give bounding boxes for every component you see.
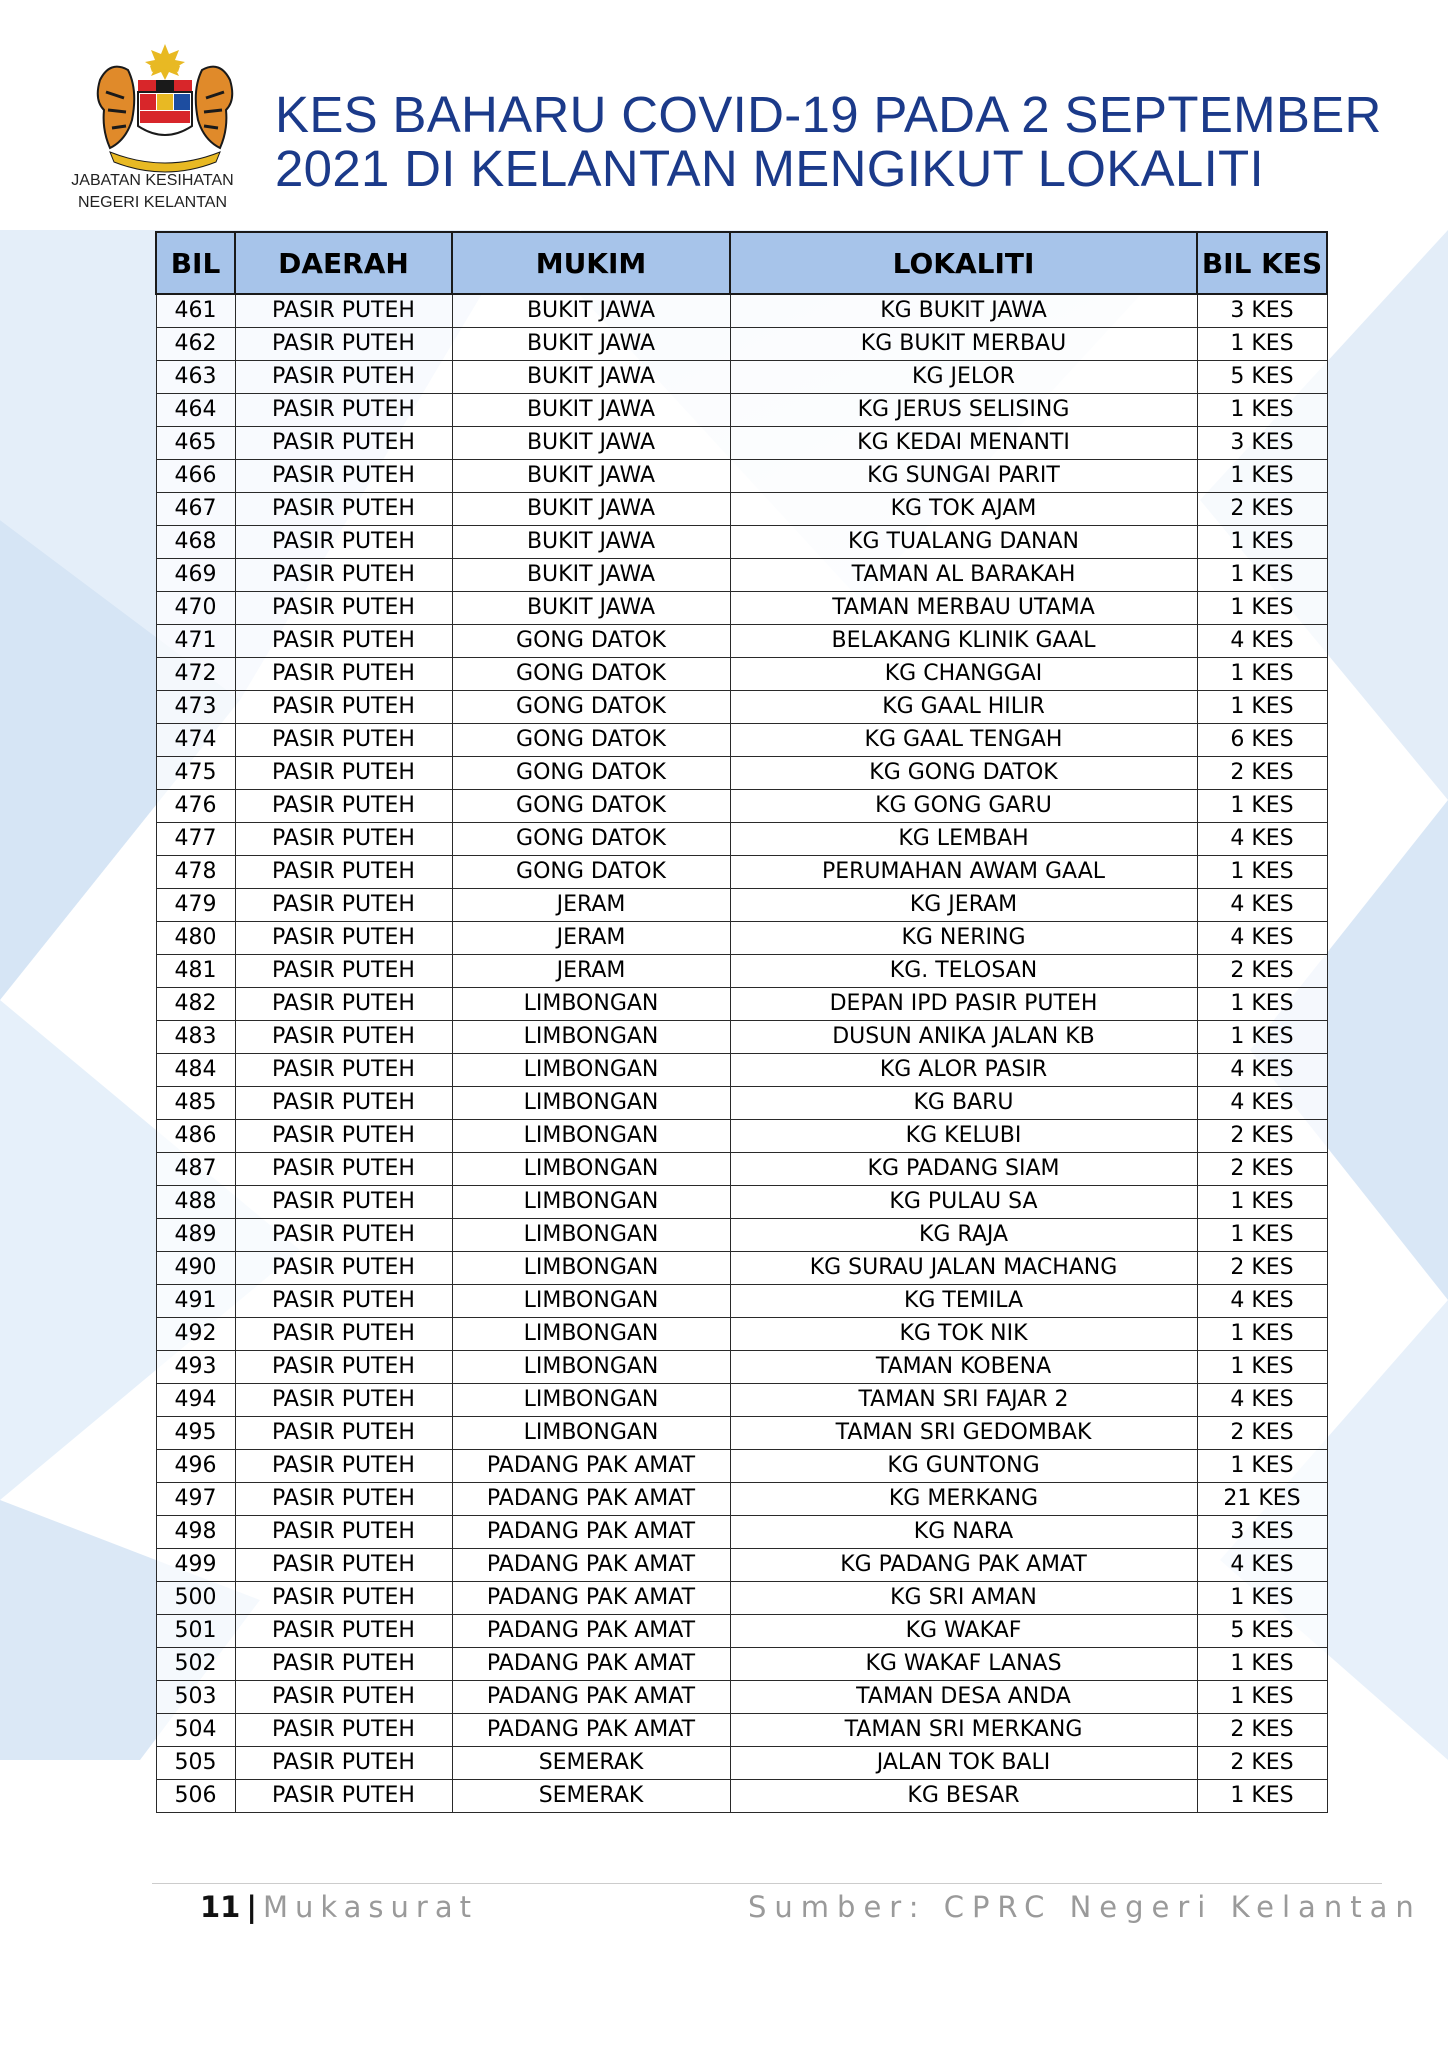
cell-lokaliti: KG TOK AJAM — [730, 493, 1197, 526]
cell-lokaliti: KG ALOR PASIR — [730, 1054, 1197, 1087]
cell-bil: 491 — [156, 1285, 235, 1318]
cell-bil-kes: 4 KES — [1197, 1054, 1327, 1087]
table-row — [156, 724, 1327, 757]
cell-mukim: BUKIT JAWA — [452, 294, 730, 328]
cell-bil-kes: 1 KES — [1197, 328, 1327, 361]
cell-daerah: PASIR PUTEH — [235, 1681, 452, 1714]
cell-bil: 482 — [156, 988, 235, 1021]
cell-bil: 461 — [156, 294, 235, 328]
cell-mukim: LIMBONGAN — [452, 1384, 730, 1417]
cell-daerah: PASIR PUTEH — [235, 1648, 452, 1681]
cell-mukim: LIMBONGAN — [452, 988, 730, 1021]
table-row — [156, 1648, 1327, 1681]
table-row — [156, 1219, 1327, 1252]
cell-bil-kes: 1 KES — [1197, 1780, 1327, 1813]
cell-mukim: BUKIT JAWA — [452, 460, 730, 493]
cell-mukim: PADANG PAK AMAT — [452, 1714, 730, 1747]
cell-bil: 471 — [156, 625, 235, 658]
cell-bil: 464 — [156, 394, 235, 427]
cell-daerah: PASIR PUTEH — [235, 1153, 452, 1186]
cell-daerah: PASIR PUTEH — [235, 294, 452, 328]
cell-bil-kes: 4 KES — [1197, 1549, 1327, 1582]
table-row — [156, 889, 1327, 922]
cell-bil: 473 — [156, 691, 235, 724]
page-separator: | — [246, 1890, 257, 1924]
malaysia-coat-of-arms-icon — [80, 40, 250, 180]
cell-mukim: SEMERAK — [452, 1780, 730, 1813]
cell-mukim: BUKIT JAWA — [452, 559, 730, 592]
cell-bil: 480 — [156, 922, 235, 955]
cell-lokaliti: KG PULAU SA — [730, 1186, 1197, 1219]
cell-bil: 474 — [156, 724, 235, 757]
cell-bil: 505 — [156, 1747, 235, 1780]
cell-daerah: PASIR PUTEH — [235, 394, 452, 427]
header-daerah: DAERAH — [235, 232, 452, 294]
page-header — [0, 0, 1448, 230]
cell-mukim: BUKIT JAWA — [452, 328, 730, 361]
table-row — [156, 1549, 1327, 1582]
cell-lokaliti: KG KEDAI MENANTI — [730, 427, 1197, 460]
cell-daerah: PASIR PUTEH — [235, 1318, 452, 1351]
table-row — [156, 1351, 1327, 1384]
table-row — [156, 1780, 1327, 1813]
cell-bil-kes: 4 KES — [1197, 1285, 1327, 1318]
table-row — [156, 1120, 1327, 1153]
cell-mukim: GONG DATOK — [452, 823, 730, 856]
organization-name — [55, 170, 250, 214]
cell-bil: 484 — [156, 1054, 235, 1087]
cell-lokaliti: KG TOK NIK — [730, 1318, 1197, 1351]
cell-lokaliti: KG WAKAF — [730, 1615, 1197, 1648]
cell-daerah: PASIR PUTEH — [235, 1087, 452, 1120]
cell-daerah: PASIR PUTEH — [235, 1384, 452, 1417]
cell-mukim: BUKIT JAWA — [452, 427, 730, 460]
cell-bil: 476 — [156, 790, 235, 823]
table-row — [156, 559, 1327, 592]
cell-lokaliti: KG BUKIT MERBAU — [730, 328, 1197, 361]
cell-lokaliti: KG BUKIT JAWA — [730, 294, 1197, 328]
cell-daerah: PASIR PUTEH — [235, 757, 452, 790]
cell-bil: 503 — [156, 1681, 235, 1714]
cell-bil: 479 — [156, 889, 235, 922]
cell-daerah: PASIR PUTEH — [235, 823, 452, 856]
cases-table-container — [155, 231, 1328, 1813]
cell-bil: 470 — [156, 592, 235, 625]
cell-lokaliti: KG MERKANG — [730, 1483, 1197, 1516]
cell-daerah: PASIR PUTEH — [235, 658, 452, 691]
cell-daerah: PASIR PUTEH — [235, 361, 452, 394]
table-row — [156, 1681, 1327, 1714]
cell-bil-kes: 5 KES — [1197, 361, 1327, 394]
cell-bil-kes: 2 KES — [1197, 1153, 1327, 1186]
table-row — [156, 1582, 1327, 1615]
cell-bil: 490 — [156, 1252, 235, 1285]
table-row — [156, 625, 1327, 658]
header-bil: BIL — [156, 232, 235, 294]
table-row — [156, 1450, 1327, 1483]
cell-bil: 500 — [156, 1582, 235, 1615]
cell-daerah: PASIR PUTEH — [235, 559, 452, 592]
table-row — [156, 757, 1327, 790]
page-number-block — [200, 1890, 478, 1924]
cell-mukim: BUKIT JAWA — [452, 361, 730, 394]
cell-bil-kes: 1 KES — [1197, 1186, 1327, 1219]
cell-bil-kes: 2 KES — [1197, 493, 1327, 526]
table-row — [156, 394, 1327, 427]
cell-bil: 498 — [156, 1516, 235, 1549]
cell-bil-kes: 1 KES — [1197, 856, 1327, 889]
cell-lokaliti: KG GONG DATOK — [730, 757, 1197, 790]
cell-lokaliti: KG JERUS SELISING — [730, 394, 1197, 427]
cell-bil-kes: 4 KES — [1197, 889, 1327, 922]
cell-bil-kes: 4 KES — [1197, 1384, 1327, 1417]
table-row — [156, 526, 1327, 559]
cell-daerah: PASIR PUTEH — [235, 1714, 452, 1747]
table-row — [156, 328, 1327, 361]
cell-bil: 465 — [156, 427, 235, 460]
cell-lokaliti: KG CHANGGAI — [730, 658, 1197, 691]
cell-daerah: PASIR PUTEH — [235, 328, 452, 361]
cell-lokaliti: KG RAJA — [730, 1219, 1197, 1252]
cell-bil-kes: 1 KES — [1197, 1219, 1327, 1252]
cell-lokaliti: JALAN TOK BALI — [730, 1747, 1197, 1780]
cell-mukim: LIMBONGAN — [452, 1318, 730, 1351]
cell-daerah: PASIR PUTEH — [235, 1120, 452, 1153]
cell-bil-kes: 5 KES — [1197, 1615, 1327, 1648]
cell-bil-kes: 1 KES — [1197, 1021, 1327, 1054]
cell-mukim: PADANG PAK AMAT — [452, 1549, 730, 1582]
cell-bil: 462 — [156, 328, 235, 361]
cell-mukim: LIMBONGAN — [452, 1252, 730, 1285]
cell-bil-kes: 1 KES — [1197, 658, 1327, 691]
cell-bil-kes: 4 KES — [1197, 922, 1327, 955]
cell-daerah: PASIR PUTEH — [235, 1285, 452, 1318]
cell-lokaliti: KG GAAL TENGAH — [730, 724, 1197, 757]
cell-lokaliti: KG TEMILA — [730, 1285, 1197, 1318]
cell-mukim: JERAM — [452, 922, 730, 955]
cell-bil: 499 — [156, 1549, 235, 1582]
cell-bil-kes: 1 KES — [1197, 1648, 1327, 1681]
cell-daerah: PASIR PUTEH — [235, 1021, 452, 1054]
cell-mukim: LIMBONGAN — [452, 1120, 730, 1153]
table-row — [156, 493, 1327, 526]
cell-mukim: GONG DATOK — [452, 724, 730, 757]
cell-lokaliti: KG WAKAF LANAS — [730, 1648, 1197, 1681]
cell-daerah: PASIR PUTEH — [235, 955, 452, 988]
page-title — [275, 88, 1395, 196]
cell-daerah: PASIR PUTEH — [235, 1615, 452, 1648]
table-row — [156, 592, 1327, 625]
cell-bil: 475 — [156, 757, 235, 790]
cell-bil-kes: 2 KES — [1197, 1417, 1327, 1450]
cell-mukim: GONG DATOK — [452, 790, 730, 823]
cell-daerah: PASIR PUTEH — [235, 1252, 452, 1285]
cell-bil: 463 — [156, 361, 235, 394]
table-row — [156, 1054, 1327, 1087]
cell-bil-kes: 2 KES — [1197, 757, 1327, 790]
cell-lokaliti: KG NERING — [730, 922, 1197, 955]
cell-bil: 481 — [156, 955, 235, 988]
cell-mukim: JERAM — [452, 889, 730, 922]
cell-bil-kes: 3 KES — [1197, 294, 1327, 328]
cell-lokaliti: KG KELUBI — [730, 1120, 1197, 1153]
header-lokaliti: LOKALITI — [730, 232, 1197, 294]
cell-daerah: PASIR PUTEH — [235, 1483, 452, 1516]
table-row — [156, 1153, 1327, 1186]
cell-bil-kes: 1 KES — [1197, 1681, 1327, 1714]
cell-bil-kes: 1 KES — [1197, 1318, 1327, 1351]
cell-lokaliti: TAMAN KOBENA — [730, 1351, 1197, 1384]
cell-lokaliti: DUSUN ANIKA JALAN KB — [730, 1021, 1197, 1054]
table-row — [156, 691, 1327, 724]
cell-daerah: PASIR PUTEH — [235, 1549, 452, 1582]
cell-daerah: PASIR PUTEH — [235, 922, 452, 955]
cell-lokaliti: PERUMAHAN AWAM GAAL — [730, 856, 1197, 889]
cell-bil-kes: 1 KES — [1197, 394, 1327, 427]
title-line-1: KES BAHARU COVID-19 PADA 2 SEPTEMBER — [275, 86, 1382, 143]
cell-bil: 488 — [156, 1186, 235, 1219]
cell-bil-kes: 1 KES — [1197, 1582, 1327, 1615]
source-note: Sumber: CPRC Negeri Kelantan — [748, 1890, 1422, 1924]
cell-daerah: PASIR PUTEH — [235, 1747, 452, 1780]
cell-mukim: LIMBONGAN — [452, 1054, 730, 1087]
cell-mukim: GONG DATOK — [452, 757, 730, 790]
cell-mukim: LIMBONGAN — [452, 1186, 730, 1219]
cell-daerah: PASIR PUTEH — [235, 988, 452, 1021]
cell-bil: 492 — [156, 1318, 235, 1351]
cell-bil-kes: 1 KES — [1197, 790, 1327, 823]
cell-bil-kes: 1 KES — [1197, 592, 1327, 625]
cell-mukim: LIMBONGAN — [452, 1351, 730, 1384]
cell-bil: 502 — [156, 1648, 235, 1681]
cell-bil-kes: 1 KES — [1197, 1450, 1327, 1483]
cell-mukim: GONG DATOK — [452, 691, 730, 724]
cell-daerah: PASIR PUTEH — [235, 460, 452, 493]
cell-bil: 506 — [156, 1780, 235, 1813]
cases-table — [155, 231, 1328, 1813]
cell-daerah: PASIR PUTEH — [235, 1516, 452, 1549]
cell-bil: 469 — [156, 559, 235, 592]
cell-mukim: GONG DATOK — [452, 625, 730, 658]
cell-bil-kes: 1 KES — [1197, 691, 1327, 724]
cell-daerah: PASIR PUTEH — [235, 889, 452, 922]
cell-daerah: PASIR PUTEH — [235, 493, 452, 526]
cell-lokaliti: KG LEMBAH — [730, 823, 1197, 856]
cell-lokaliti: TAMAN SRI GEDOMBAK — [730, 1417, 1197, 1450]
table-row — [156, 1252, 1327, 1285]
cell-bil-kes: 2 KES — [1197, 955, 1327, 988]
cell-bil: 486 — [156, 1120, 235, 1153]
table-row — [156, 955, 1327, 988]
cell-daerah: PASIR PUTEH — [235, 724, 452, 757]
cell-mukim: LIMBONGAN — [452, 1285, 730, 1318]
cell-lokaliti: KG NARA — [730, 1516, 1197, 1549]
table-row — [156, 823, 1327, 856]
cell-lokaliti: KG. TELOSAN — [730, 955, 1197, 988]
table-row — [156, 1318, 1327, 1351]
cell-mukim: SEMERAK — [452, 1747, 730, 1780]
cell-mukim: PADANG PAK AMAT — [452, 1516, 730, 1549]
table-row — [156, 922, 1327, 955]
cell-daerah: PASIR PUTEH — [235, 1186, 452, 1219]
cell-daerah: PASIR PUTEH — [235, 790, 452, 823]
cell-daerah: PASIR PUTEH — [235, 1054, 452, 1087]
cell-mukim: GONG DATOK — [452, 856, 730, 889]
cell-daerah: PASIR PUTEH — [235, 1219, 452, 1252]
table-row — [156, 1087, 1327, 1120]
cell-mukim: PADANG PAK AMAT — [452, 1450, 730, 1483]
page-number: 11 — [200, 1890, 241, 1924]
cell-daerah: PASIR PUTEH — [235, 856, 452, 889]
cell-mukim: LIMBONGAN — [452, 1219, 730, 1252]
cell-mukim: PADANG PAK AMAT — [452, 1615, 730, 1648]
cell-lokaliti: KG JELOR — [730, 361, 1197, 394]
cell-bil-kes: 21 KES — [1197, 1483, 1327, 1516]
cell-mukim: LIMBONGAN — [452, 1087, 730, 1120]
table-body — [156, 294, 1327, 1813]
table-row — [156, 1516, 1327, 1549]
cell-bil-kes: 3 KES — [1197, 1516, 1327, 1549]
cell-bil-kes: 4 KES — [1197, 1087, 1327, 1120]
cell-bil-kes: 2 KES — [1197, 1747, 1327, 1780]
cell-mukim: GONG DATOK — [452, 658, 730, 691]
cell-bil: 483 — [156, 1021, 235, 1054]
cell-bil-kes: 2 KES — [1197, 1252, 1327, 1285]
cell-lokaliti: TAMAN AL BARAKAH — [730, 559, 1197, 592]
cell-bil-kes: 1 KES — [1197, 1351, 1327, 1384]
table-row — [156, 460, 1327, 493]
cell-lokaliti: TAMAN SRI MERKANG — [730, 1714, 1197, 1747]
cell-daerah: PASIR PUTEH — [235, 1450, 452, 1483]
cell-bil-kes: 1 KES — [1197, 559, 1327, 592]
cell-mukim: BUKIT JAWA — [452, 526, 730, 559]
table-row — [156, 1483, 1327, 1516]
cell-daerah: PASIR PUTEH — [235, 1351, 452, 1384]
cell-lokaliti: KG PADANG PAK AMAT — [730, 1549, 1197, 1582]
table-row — [156, 294, 1327, 328]
cell-lokaliti: KG TUALANG DANAN — [730, 526, 1197, 559]
cell-bil: 489 — [156, 1219, 235, 1252]
cell-lokaliti: KG SURAU JALAN MACHANG — [730, 1252, 1197, 1285]
cell-lokaliti: KG SRI AMAN — [730, 1582, 1197, 1615]
cell-bil-kes: 4 KES — [1197, 625, 1327, 658]
cell-daerah: PASIR PUTEH — [235, 1417, 452, 1450]
organization-line-1: JABATAN KESIHATAN — [71, 172, 234, 189]
cell-lokaliti: KG GONG GARU — [730, 790, 1197, 823]
cell-lokaliti: KG PADANG SIAM — [730, 1153, 1197, 1186]
cell-bil-kes: 2 KES — [1197, 1714, 1327, 1747]
cell-mukim: JERAM — [452, 955, 730, 988]
cell-bil: 485 — [156, 1087, 235, 1120]
cell-bil-kes: 2 KES — [1197, 1120, 1327, 1153]
cell-bil-kes: 1 KES — [1197, 526, 1327, 559]
cell-mukim: PADANG PAK AMAT — [452, 1483, 730, 1516]
footer-divider — [152, 1883, 1382, 1884]
cell-lokaliti: KG JERAM — [730, 889, 1197, 922]
cell-bil: 466 — [156, 460, 235, 493]
cell-mukim: BUKIT JAWA — [452, 592, 730, 625]
table-row — [156, 361, 1327, 394]
cell-bil-kes: 4 KES — [1197, 823, 1327, 856]
cell-mukim: PADANG PAK AMAT — [452, 1648, 730, 1681]
cell-bil: 487 — [156, 1153, 235, 1186]
table-header-row — [156, 232, 1327, 294]
cell-bil: 472 — [156, 658, 235, 691]
cell-bil: 496 — [156, 1450, 235, 1483]
cell-daerah: PASIR PUTEH — [235, 1780, 452, 1813]
cell-mukim: PADANG PAK AMAT — [452, 1681, 730, 1714]
page-label: Mukasurat — [262, 1890, 478, 1924]
cell-mukim: LIMBONGAN — [452, 1417, 730, 1450]
cell-bil: 495 — [156, 1417, 235, 1450]
cell-mukim: LIMBONGAN — [452, 1153, 730, 1186]
cell-lokaliti: BELAKANG KLINIK GAAL — [730, 625, 1197, 658]
table-row — [156, 1417, 1327, 1450]
cell-daerah: PASIR PUTEH — [235, 427, 452, 460]
cell-daerah: PASIR PUTEH — [235, 526, 452, 559]
table-row — [156, 427, 1327, 460]
header-bil-kes: BIL KES — [1197, 232, 1327, 294]
table-row — [156, 1384, 1327, 1417]
cell-bil: 468 — [156, 526, 235, 559]
cell-lokaliti: TAMAN MERBAU UTAMA — [730, 592, 1197, 625]
table-row — [156, 988, 1327, 1021]
cell-lokaliti: DEPAN IPD PASIR PUTEH — [730, 988, 1197, 1021]
cell-daerah: PASIR PUTEH — [235, 592, 452, 625]
cell-daerah: PASIR PUTEH — [235, 625, 452, 658]
table-row — [156, 1714, 1327, 1747]
cell-bil-kes: 1 KES — [1197, 460, 1327, 493]
cell-daerah: PASIR PUTEH — [235, 691, 452, 724]
table-row — [156, 658, 1327, 691]
cell-lokaliti: KG GUNTONG — [730, 1450, 1197, 1483]
table-row — [156, 1285, 1327, 1318]
cell-lokaliti: TAMAN DESA ANDA — [730, 1681, 1197, 1714]
cell-mukim: BUKIT JAWA — [452, 394, 730, 427]
cell-bil-kes: 6 KES — [1197, 724, 1327, 757]
table-row — [156, 856, 1327, 889]
table-row — [156, 1021, 1327, 1054]
cell-bil: 477 — [156, 823, 235, 856]
organization-line-2: NEGERI KELANTAN — [77, 194, 228, 211]
cell-mukim: BUKIT JAWA — [452, 493, 730, 526]
table-row — [156, 1747, 1327, 1780]
cell-mukim: LIMBONGAN — [452, 1021, 730, 1054]
cell-bil: 504 — [156, 1714, 235, 1747]
title-line-2: 2021 DI KELANTAN MENGIKUT LOKALITI — [275, 140, 1264, 197]
cell-mukim: PADANG PAK AMAT — [452, 1582, 730, 1615]
cell-lokaliti: KG BARU — [730, 1087, 1197, 1120]
cell-lokaliti: KG BESAR — [730, 1780, 1197, 1813]
table-row — [156, 790, 1327, 823]
cell-lokaliti: TAMAN SRI FAJAR 2 — [730, 1384, 1197, 1417]
cell-bil: 478 — [156, 856, 235, 889]
cell-bil: 501 — [156, 1615, 235, 1648]
cell-bil-kes: 1 KES — [1197, 988, 1327, 1021]
table-row — [156, 1186, 1327, 1219]
cell-lokaliti: KG SUNGAI PARIT — [730, 460, 1197, 493]
cell-bil: 467 — [156, 493, 235, 526]
header-mukim: MUKIM — [452, 232, 730, 294]
table-row — [156, 1615, 1327, 1648]
cell-bil-kes: 3 KES — [1197, 427, 1327, 460]
cell-bil: 497 — [156, 1483, 235, 1516]
cell-bil: 493 — [156, 1351, 235, 1384]
cell-bil: 494 — [156, 1384, 235, 1417]
cell-daerah: PASIR PUTEH — [235, 1582, 452, 1615]
cell-lokaliti: KG GAAL HILIR — [730, 691, 1197, 724]
